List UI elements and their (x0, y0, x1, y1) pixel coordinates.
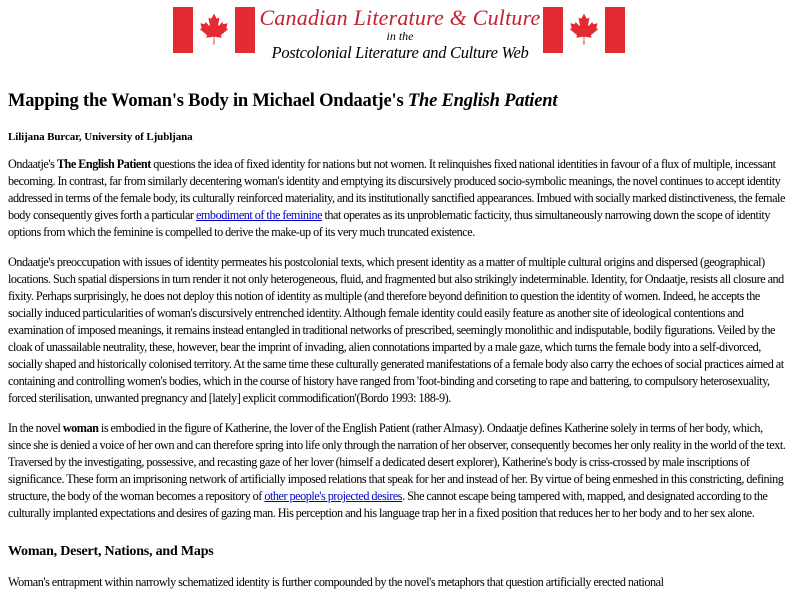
flag-white-field (193, 7, 235, 53)
site-subtitle: Postcolonial Literature and Culture Web (271, 42, 529, 62)
body-text: is embodied in the figure of Katherine, the lover of the English Patient (rather Almasy). Ondaatje defines Katherine solely in terms of her body, which, since she is denied a voice of her own and can therefore spring into life only through the narration of her observer, consequently becomes her only reality in the world of the text. Traversed by the investigating, possessive, and recasting gaze of her lover (himself a dedicated desert explorer), Katherine's body is criss-crossed by male inscriptions of significance. These form an imprisoning network of artificially imposed relations that speak for her and instead of her. By virtue of being enmeshed in this constricting, defining structure, the body of the woman becomes a repository of (8, 421, 786, 504)
flag-red-bar (235, 7, 255, 53)
site-header (0, 0, 794, 70)
body-text: that operates as its unproblematic facticity, thus simultaneously narrowing down the scope of identity options from which the feminine is compelled to derive the make-up of its very much truncated existence. (8, 208, 770, 240)
bold-text: woman (62, 421, 99, 436)
paragraph-3 (8, 420, 786, 522)
flag-red-bar (543, 7, 563, 53)
flag-red-bar (605, 7, 625, 53)
maple-leaf-icon (566, 11, 602, 49)
paragraph-4 (8, 574, 786, 591)
body-text: . She cannot escape being tampered with, mapped, and designated according to the culturally implanted expectations and desires of gazing man. His perception and his language trap her in a fixed position that reduces her to her body and to her sex alone. (8, 489, 768, 521)
maple-leaf-icon (196, 11, 232, 49)
site-subtitle-connector: in the (386, 29, 414, 44)
body-text: questions the idea of fixed identity for nations but not women. It relinquishes fixed national identities in favour of a flux of multiple, incessant becoming. In contrast, far from similarly decentering woman's identity and emptying its discursively produced socio-symbolic meanings, the novel continues to accept identity addressed in terms of the female body, its culturally reinforced materiality, and its institutionally sanctified appearances. Imbued with socially marked distinctiveness, the female body consequently gives forth a particular (8, 157, 785, 223)
page-title-text: Mapping the Woman's Body in Michael Ondaatje's (8, 91, 408, 111)
body-text: Ondaatje's (8, 157, 57, 172)
body-text: Ondaatje's preoccupation with issues of identity permeates his postcolonial texts, which present identity as a matter of multiple cultural origins and dispersed (geographical) locations. Such spatial dispersions in turn render it not only heterogeneous, fluid, and fragmented but also strikingly indeterminable. Identity, for Ondaatje, resists all closure and fixity. Perhaps surprisingly, he does not deploy this notion of identity as multiple (and therefore beyond definition to question the identity of women. Indeed, he accepts the socially induced particularities of woman's discursively entrenched identity. Although female identity could easily feature as another site of ideological contentions and examination of imposed meanings, it remains instead entangled in traditional networks of prescribed, seemingly monolithic and indisputable, bodily figurations. Veiled by the cloak of unassailable neutrality, these, however, bear the imprint of invading, alien connotations imparted by a male gaze, which turns the female body into a self-divorced, socially shaped and historically colonised territory. At the same time these culturally generated manifestations of a female body also carry the echoes of social practices aimed at containing and controlling women's bodies, which in the course of history have ranged from 'foot-binding and corseting to rape and battering, to compulsory heterosexuality, forced sterilisation, unwanted pregnancy and [lately] explicit commodification'(Bordo 1993: 188-9). (8, 255, 784, 406)
section-heading: Woman, Desert, Nations, and Maps (8, 544, 214, 560)
page-title (8, 90, 786, 112)
flag-white-field (563, 7, 605, 53)
paragraph-2 (8, 254, 786, 407)
body-text: In the novel (8, 421, 63, 436)
paragraph-1 (8, 156, 786, 241)
bold-text: The English Patient (56, 157, 151, 172)
byline: Lilijana Burcar, University of Ljubljana (8, 131, 193, 144)
body-text: Woman's entrapment within narrowly schematized identity is further compounded by the novel's metaphors that question artificially erected national (8, 575, 664, 590)
flag-red-bar (173, 7, 193, 53)
site-title: Canadian Literature & Culture (259, 5, 541, 30)
embodiment-of-the-feminine-link[interactable]: embodiment of the feminine (195, 208, 323, 223)
canadian-flag-left-icon (173, 7, 255, 53)
page-title-book-name: The English Patient (407, 91, 558, 111)
article (8, 90, 786, 591)
other-peoples-projected-desires-link[interactable]: other people's projected desires (264, 489, 403, 504)
canadian-flag-right-icon (543, 7, 625, 53)
site-banner-text (255, 6, 545, 61)
